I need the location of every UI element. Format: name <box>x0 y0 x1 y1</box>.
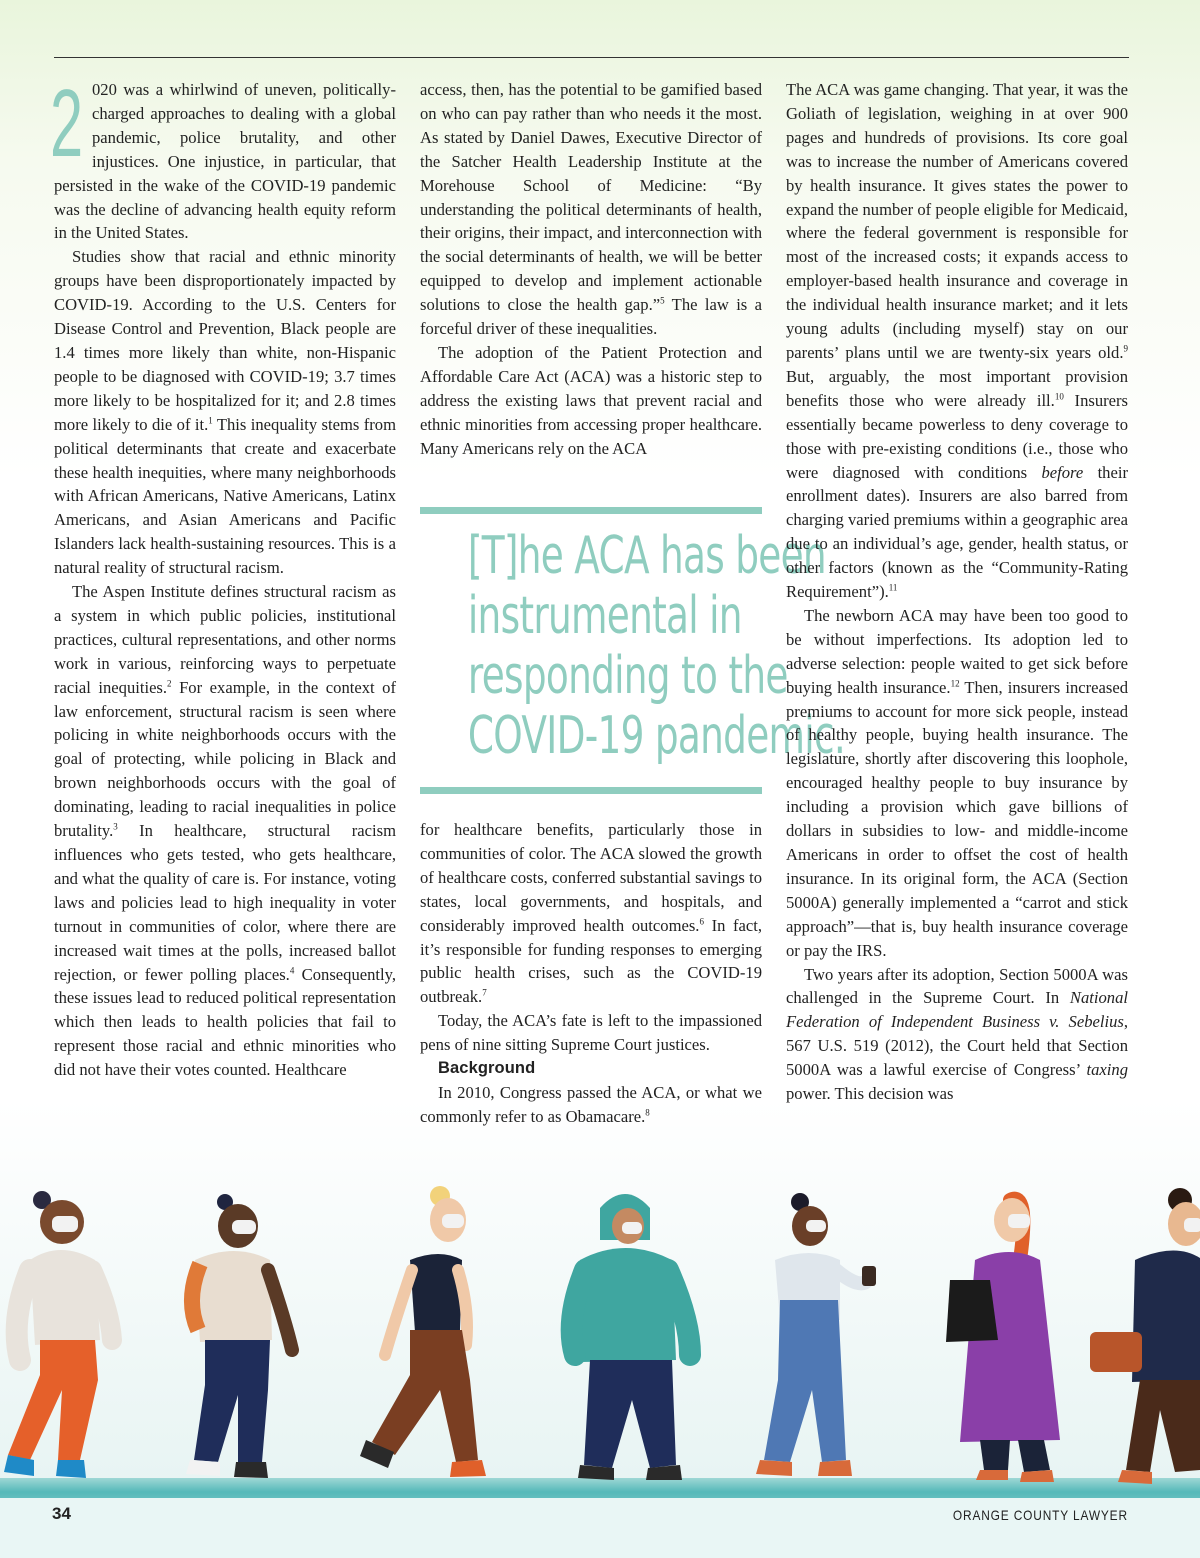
pull-quote-rule-bottom <box>420 787 762 794</box>
paragraph: access, then, has the potential to be gamified based on who can pay rather than who needs it the most. As stated by Daniel Dawes, Executive Director of the Satcher Health Leadership Institute at the Morehouse School of Medicine: “By understanding the political determinants of health, their origins, their impact, and interconnection with the social determinants of health, we will be better equipped to develop and implement actionable solutions to close the health gap.”$^5$ The law is a forceful driver of these inequalities. <box>420 80 763 339</box>
paragraph: Two years after its adoption, Section 5000A was challenged in the Supreme Court. In National Federation of Independent Business v. Sebelius, 567 U.S. 519 (2012), the Court held that Section 5000A was a lawful exercise of Congress’ taxing power. This decision was <box>786 964 1128 1104</box>
paragraph: The ACA was game changing. That year, it was the Goliath of legislation, weighing in at over 900 pages and hundreds of provisions. Its core goal was to increase the number of Americans covered by health insurance. It gives states the power to expand the number of people eligible for Medicaid, where the federal government is responsible for most of the increased costs; it expands access to employer-based health insurance and coverage in the individual health insurance market; and it lets young adults (including myself) stay on our parents’ plans until we are twenty-six years old.$^9$ But, arguably, the most important provision benefits those who were already ill.$^{10}$ Insurers essentially became powerless to deny coverage to those with pre-existing conditions (i.e., those who were diagnosed with conditions before their enrollment dates). Insurers are also barred from charging varied premiums within a geographic area due to an individual’s age, gender, health status, or other factors (known as the “Community-Rating Requirement”).$^{11}$ <box>786 80 1128 602</box>
pull-quote: [T]he ACA has been instrumental in responding to the COVID-19 pandemic. <box>467 526 846 766</box>
person-figure <box>360 1186 486 1477</box>
person-figure <box>946 1198 1060 1482</box>
case-name: National Federation of Independent Business v. Sebelius <box>786 988 1128 1032</box>
top-rule <box>54 57 1129 58</box>
footnote-ref: 12 <box>950 678 960 689</box>
footnote-ref: 10 <box>1054 391 1064 402</box>
paragraph: The Aspen Institute defines structural racism as a system in which public policies, institutional practices, cultural representations, and other norms work in various, reinforcing ways to perpetuate racial inequities.$^2$ For example, in the context of law enforcement, structural racism is seen where policing in white neighborhoods occurs with the goal of protecting, while policing in Black and brown neighborhoods occurs with the goal of dominating, leading to racial inequalities in police brutality.$^3$ In healthcare, structural racism influences who gets tested, who gets healthcare, and what the quality of care is. For instance, voting laws and policies lead to high inequality in voter turnout in communities of color, where there are increased wait times at the polls, increased ballot rejection, or fewer polling places.$^4$ Consequently, these issues lead to reduced political representation which then leads to health policies that fail to represent those racial and ethnic minorities who did not have their votes counted. Healthcare <box>54 582 396 1080</box>
person-figure <box>4 1191 112 1478</box>
person-figure <box>186 1194 292 1478</box>
section-heading: Background <box>438 1059 536 1078</box>
column-2-top <box>420 78 762 461</box>
paragraph: The newborn ACA may have been too good to be without imperfections. Its adoption led to adverse selection: people waited to get sick before buying health insurance.$^{12}$ Then, insurers increased premiums to account for more sick people, instead of healthy people, buying health insurance. The legislature, shortly after discovering this loophole, encouraged healthy people to buy insurance by including a provision which gave billions of dollars in subsidies to low- and middle-income Americans in order to offset the cost of health insurance. In its original form, the ACA (Section 5000A) generally implemented a “carrot and stick approach”—that is, buy health insurance coverage or pay the IRS. <box>786 605 1129 960</box>
walking-people-illustration <box>0 1180 1200 1500</box>
footnote-ref: 9 <box>1123 343 1128 354</box>
paragraph: Today, the ACA’s fate is left to the impassioned pens of nine sitting Supreme Court justices. <box>420 1011 762 1055</box>
footnote-ref: 5 <box>660 295 665 306</box>
footnote-ref: 4 <box>289 965 295 975</box>
paragraph: In 2010, Congress passed the ACA, or what we commonly refer to as Obamacare.$^8$ <box>420 1082 762 1126</box>
footnote-ref: 11 <box>888 582 898 593</box>
person-figure <box>1090 1188 1200 1484</box>
footnote-ref: 7 <box>482 987 487 998</box>
column-1 <box>50 70 396 1082</box>
column-3 <box>786 78 1128 1106</box>
footnote-ref: 8 <box>645 1107 650 1118</box>
footnote-ref: 3 <box>113 821 118 832</box>
pull-quote-rule-top <box>420 507 762 514</box>
paragraph: for healthcare benefits, particularly those in communities of color. The ACA slowed the growth of healthcare costs, conferred substantial savings to states, local governments, and hospitals, and considerably improved health outcomes.$^6$ In fact, it’s responsible for funding responses to emerging public health crises, such as the COVID-19 outbreak.$^7$ <box>420 820 762 1007</box>
footnote-ref: 2 <box>167 678 172 689</box>
drop-cap: 2 <box>50 70 84 177</box>
paragraph: 2 020 was a whirlwind of uneven, politically-charged approaches to dealing with a global pandemic, police brutality, and other injustices. One injustice, in particular, that persisted in the wake of the COVID-19 pandemic was the decline of advancing health equity reform in the United States. <box>50 70 396 243</box>
person-figure <box>756 1193 876 1476</box>
footnote-ref: 6 <box>699 916 704 927</box>
footnote-ref: 1 <box>208 415 213 426</box>
column-2-bottom <box>420 818 762 1129</box>
paragraph: The adoption of the Patient Protection and Affordable Care Act (ACA) was a historic step to address the existing laws that prevent racial and ethnic minorities from accessing proper healthcare. Many Americans rely on the ACA <box>420 342 762 458</box>
person-figure <box>572 1194 690 1480</box>
paragraph: Studies show that racial and ethnic minority groups have been disproportionately impacted by COVID-19. According to the U.S. Centers for Disease Control and Prevention, Black people are 1.4 times more likely than white, non-Hispanic people to be diagnosed with COVID-19; 3.7 times more likely to be hospitalized for it; and 2.8 times more likely to die of it.$^1$ This inequality stems from political determinants that create and exacerbate these health inequities, where many neighborhoods with African Americans, Native Americans, Latinx Americans, and Asian Americans and Pacific Islanders lack health-sustaining resources. This is a natural reality of structural racism. <box>54 247 396 578</box>
magazine-name: ORANGE COUNTY LAWYER <box>952 1507 1128 1523</box>
page-number: 34 <box>52 1504 71 1523</box>
